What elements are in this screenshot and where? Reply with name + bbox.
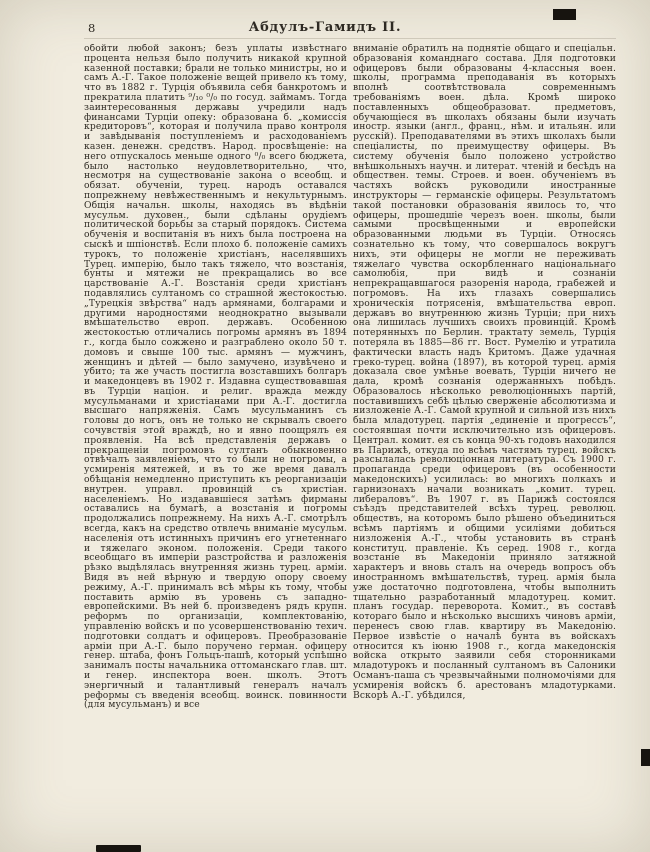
scan-artifact-right-edge [641,749,650,766]
page-number: 8 [88,21,96,35]
scan-artifact-top-right [553,9,576,20]
right-column-text: вниманіе обратилъ на поднятіе общаго и спеціальн. образованія команднаго состава. Для подготовки офицеровъ были образованы 4-классныя воен. школы, программа преподаванія въ которыхъ вполнѣ соотвѣтствовала современнымъ требованіямъ воен. дѣла. Кромѣ широко поставленныхъ общеобразоват. предметовъ, обучающіеся въ школахъ обязаны были изучать иностр. языки (англ., франц., нѣм. и итальян. или русскій). Преподавателями въ этихъ школахъ были спеціалисты, по преимуществу офицеры. Въ систему обученія было положено устройство внѣшкольныхъ научн. и литерат. чтеній и бесѣдъ на обществен. темы. Строев. и воен. обученіемъ въ частяхъ войскъ руководили иностранные инструкторы — германскіе офицеры. Результатомъ такой постановки образованія явилось то, что офицеры, прошедшіе черезъ воен. школы, были самыми просвѣщенными и европейски образованными людьми въ Турціи. Относясь сознательно къ тому, что совершалось вокругъ нихъ, эти офицеры не могли не переживать тяжелаго чувства оскорбленнаго національнаго самолюбія, при видѣ и сознаніи непрекращавшагося разоренія народа, грабежей и погромовъ. На ихъ глазахъ совершались хроническія потрясенія, вмѣшательства европ. державъ во внутреннюю жизнь Турціи; при нихъ она лишилась лучшихъ своихъ провинцій. Кромѣ потерянныхъ по Берлин. трактату земель, Турція потеряла въ 1885—86 гг. Вост. Румелію и утратила фактически власть надъ Критомъ. Даже удачная греко-турец. война (1897), въ которой турец. армія доказала свое умѣнье воевать, Турціи ничего не дала, кромѣ сознанія одержанныхъ побѣдъ. Образовалось нѣсколько революціонныхъ партій, поставившихъ себѣ цѣлью сверженіе абсолютизма и низложеніе А.-Г. Самой крупной и сильной изъ нихъ была младотурец. партія „единеніе и прогрессъ“, состоявшая почти исключительно изъ офицеровъ. Централ. комит. ея съ конца 90-хъ годовъ находился въ Парижѣ, откуда по всѣмъ частямъ турец. войскъ разсылалась революціонная литература. Съ 1900 г. пропаганда среди офицеровъ (въ особенности македонскихъ) усилилась: во многихъ полкахъ и гарнизонахъ начали возникать „комит. турец. либераловъ“. Въ 1907 г. въ Парижѣ состоялся съѣздъ представителей всѣхъ турец. революц. обществъ, на которомъ было рѣшено объединиться всѣмъ партіямъ и общими усиліями добиться низложенія А.-Г., чтобы установить въ странѣ конституц. правленіе. Къ серед. 1908 г., когда возстаніе въ Македоніи приняло затяжной характеръ и вновь сталъ на очередь вопросъ объ иностранномъ вмѣшательствѣ, турец. армія была уже достаточно подготовлена, чтобы выполнить тщательно разработанный младотурец. комит. планъ государ. переворота. Комит., въ составѣ котораго было и нѣсколько высшихъ чиновъ арміи, перенесъ свою глав. квартиру въ Македонію. Первое извѣстіе о началѣ бунта въ войскахъ относится къ іюню 1908 г., когда македонскія войска открыто заявили себя сторонниками младотурокъ и посланный султаномъ въ Салоники Османъ-паша съ чрезвычайными полномочіями для усмиренія войскъ б. арестованъ младотурками. Вскорѣ А.-Г. убѣдился, [353,44,616,701]
header-divider [84,38,616,39]
scan-artifact-bottom-left [96,845,141,852]
left-column-text: обойти любой законъ; безъ уплаты извѣстнаго процента нельзя было получить никакой крупной казенной поставки; брали не только министры, но и самъ А.-Г. Такое положеніе вещей привело къ тому, что въ 1882 г. Турція объявила себя банкротомъ и прекратила платить ⁹/₁₀ ⁰/₀ по госуд. займамъ. Тогда заинтересованныя державы учредили надъ финансами Турціи опеку: образована б. „комиссія кредиторовъ“, которая и получила право контроля и завѣдыванія поступленіемъ и расходованіемъ казен. денежн. средствъ. Народ. просвѣщеніе: на него отпускалось меньше одного ⁰/₀ всего бюджета, было настолько неудовлетворительно, что, несмотря на существованіе закона о всеобщ. и обязат. обученіи, турец. народъ оставался попрежнему невѣжественнымъ и некультурнымъ. Общія начальн. школы, находясь въ вѣдѣніи мусульм. духовен., были сдѣланы орудіемъ политической борьбы за старый порядокъ. Система обученія и воспитанія въ нихъ была построена на сыскѣ и шпіонствѣ. Если плохо б. положеніе самихъ турокъ, то положеніе христіанъ, населявшихъ Турец. имперію, было такъ тяжело, что возстанія, бунты и мятежи не прекращались во все царствованіе А.-Г. Возстанія среди христіанъ подавлялись султаномъ со страшной жестокостью. „Турецкія звѣрства“ надъ армянами, болгарами и другими народностями неоднократно вызывали вмѣшательство европ. державъ. Особенною жестокостью отличались погромы армянъ въ 1894 г., когда было сожжено и разграблено около 50 т. домовъ и свыше 100 тыс. армянъ — мужчинъ, женщинъ и дѣтей — было замучено, изувѣчено и убито; та же участь постигла возставшихъ болгаръ и македонцевъ въ 1902 г. Издавна существовавшая въ Турціи націон. и религ. вражда между мусульманами и христіанами при А.-Г. достигла высшаго напряженія. Самъ мусульманинъ съ головы до ногъ, онъ не только не скрывалъ своего сочувствія этой враждѣ, но и явно поощрялъ ея проявленія. На всѣ представленія державъ о прекращеніи погромовъ султанъ обыкновенно отвѣчалъ заявленіемъ, что то были не погромы, а усмиренія мятежей, и въ то же время давалъ обѣщанія немедленно приступить къ реорганизаціи внутрен. управл. провинцій съ христіан. населеніемъ. Но издававшіеся затѣмъ фирманы оставались на бумагѣ, а возстанія и погромы продолжались попрежнему. На нихъ А.-Г. смотрѣлъ всегда, какъ на средство отвлечь вниманіе мусульм. населенія отъ истинныхъ причинъ его угнетеннаго и тяжелаго эконом. положенія. Среди такого всеобщаго въ имперіи разстройства и разложенія рѣзко выдѣлялась внутренняя жизнь турец. арміи. Видя въ ней вѣрную и твердую опору своему режиму, А.-Г. принималъ всѣ мѣры къ тому, чтобы поставить армію въ уровень съ западно-европейскими. Въ ней б. произведенъ рядъ крупн. реформъ по организаціи, комплектованію, управленію войскъ и по усовершенствованію техич. подготовки солдатъ и офицеровъ. Преобразованіе арміи при А.-Г. было поручено герман. офицеру генер. штаба, фонъ Гольцъ-пашѣ, который успѣшно занималъ посты начальника оттоманскаго глав. шт. и генер. инспектора воен. школъ. Этотъ энергичный и талантливый генералъ началъ реформы съ введенія всеобщ. воинск. повинности (для мусульманъ) и все [84,44,347,711]
running-title: Абдулъ-Гамидъ II. [248,20,402,35]
